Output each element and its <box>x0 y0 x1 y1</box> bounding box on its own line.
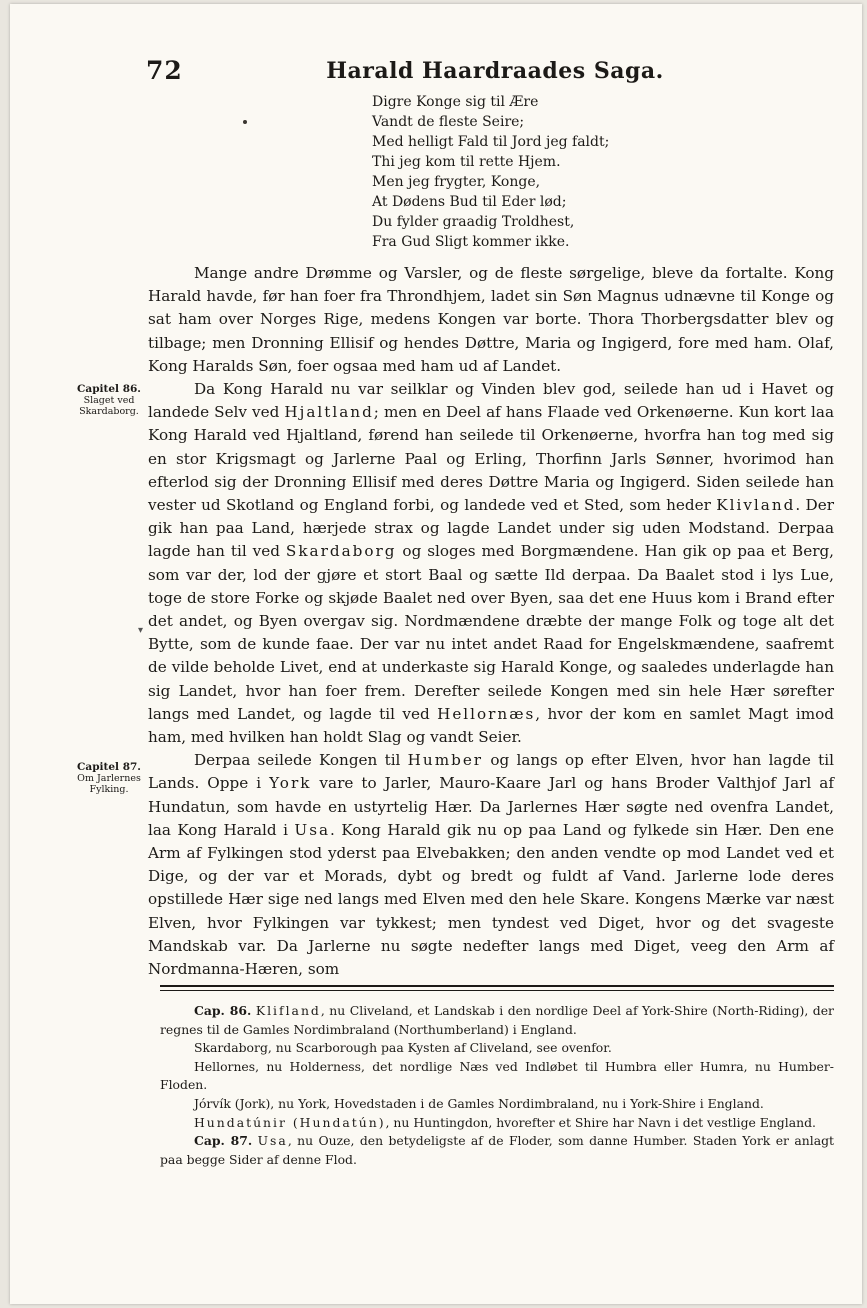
sidenote-chapter-87 <box>66 762 152 795</box>
paragraph-chapter-87: Derpaa seilede Kongen til Humber og langs op efter Elven, hvor han lagde til Lands. Oppe i York vare to Jarler, Mauro-Kaare Jarl og hans Broder Valthjof Jarl af Hundatun, som havde en ustyrtelig Hær. Da Jarlernes Hær søgte ned ovenfra Landet, laa Kong Harald i Usa. Kong Harald gik nu op paa Land og fylkede sin Hær. Den ene Arm af Fylkingen stod yderst paa Elvebakken; den anden vendte op mod Landet ved et Dige, og der var et Morads, dybt og bredt og fuldt af Vand. Jarlerne lode deres opstillede Hær sige ned langs med Elven med den hele Skare. Kongens Mærke var næst Elven, hvor Fylkingen var tykkest; men tyndest ved Diget, hvor og det svageste Mandskab var. Da Jarlerne nu søgte nedefter langs med Diget, veeg den Arm af Nordmanna-Hæren, som <box>148 751 835 979</box>
ink-speck <box>243 120 247 124</box>
paragraph-chapter-86: Da Kong Harald nu var seilklar og Vinden blev god, seilede han ud i Havet og landede Selv ved Hjaltland; men en Deel af hans Flaade ved Orkenøerne. Kun kort laa Kong Harald ved Hjaltland, førend han seilede til Orkenøerne, hvorfra han tog med sig en stor Krigsmagt og Jarlerne Paal og Erling, Thorfinn Jarls Sønner, hvorimod han efterlod sig der Dronning Ellisif med deres Døttre Maria og Ingigerd. Siden seilede han vester ud Skotland og England forbi, og landede ved et Sted, som heder Klivland. Der gik han paa Land, hærjede strax og lagde Landet under sig uden Modstand. Derpaa lagde han til ved Skardaborg og sloges med Borgmændene. Han gik op paa et Berg, som var der, lod der gjøre et stort Baal og sætte Ild derpaa. Da Baalet stod i lys Lue, toge de store Forke og skjøde Baalet ned over Byen, saa det ene Huus kom i Brand efter det andet, og Byen overgav sig. Nordmændene dræbte der mange Folk og toge alt det Bytte, som de kunde faae. Der var nu intet andet Raad for Engelskmændene, saafremt de vilde beholde Livet, end at underkaste sig Harald Konge, og saaledes underlagde han sig Landet, hvor han foer frem. Derefter seilede Kongen med sin hele Hær sørefter langs med Landet, og lagde til ved Hellornæs, hvor der kom en samlet Magt imod ham, med hvilken han holdt Slag og vandt Seier. <box>148 380 834 747</box>
poem-line: Thi jeg kom til rette Hjem. <box>372 154 561 170</box>
place-name: Usa <box>294 820 331 839</box>
place-name: Humber <box>407 751 484 770</box>
poem-line: Fra Gud Sligt kommer ikke. <box>372 234 570 250</box>
footnote: Hellornes, nu Holderness, det nordlige Næs ved Indløbet til Humbra eller Humra, nu Humber-Floden. <box>160 1058 834 1093</box>
footnotes <box>160 1002 834 1169</box>
poem-line: Du fylder graadig Troldhest, <box>372 214 575 230</box>
sidenote-line: Fylking. <box>89 784 129 795</box>
sidenote-title: Capitel 87. <box>77 761 141 773</box>
poem-line: Men jeg frygter, Konge, <box>372 174 541 190</box>
footnote: Cap. 87. Usa, nu Ouze, den betydeligste af de Floder, som danne Humber. Staden York er anlagt paa begge Sider af denne Flod. <box>160 1133 834 1167</box>
place-name: Klivland <box>716 496 796 515</box>
sidenote-title: Capitel 86. <box>77 383 141 395</box>
place-name: Skardaborg <box>285 542 397 561</box>
poem-stanza <box>372 92 772 252</box>
poem-line: Med helligt Fald til Jord jeg faldt; <box>372 134 610 150</box>
paragraph-dreams: Mange andre Drømme og Varsler, og de fleste sørgelige, bleve da fortalte. Kong Harald havde, før han foer fra Throndhjem, ladet sin Søn Magnus udnævne til Konge og sat ham over Norges Rige, medens Kongen var borte. Thora Thorbergsdatter blev og tilbage; men Dronning Ellisif og hendes Døttre, Maria og Ingigerd, fore med ham. Olaf, Kong Haralds Søn, foer ogsaa med ham ud af Landet. <box>148 264 834 375</box>
footnote: Hundatúnir (Hundatún), nu Huntingdon, hvorefter et Shire har Navn i det vestlige England. <box>194 1114 816 1130</box>
poem-line: Vandt de fleste Seire; <box>372 114 525 130</box>
page-number: 72 <box>146 56 183 85</box>
sidenote-line: Om Jarlernes <box>77 773 141 784</box>
footnote: Skardaborg, nu Scarborough paa Kysten af Cliveland, see ovenfor. <box>194 1040 612 1056</box>
sidenote-chapter-86 <box>66 384 152 417</box>
margin-mark: ▾ <box>138 625 144 636</box>
place-name: Hellornæs <box>437 704 536 723</box>
main-text <box>148 262 834 981</box>
sidenote-line: Slaget ved <box>83 395 135 406</box>
footnote: Jórvík (Jork), nu York, Hovedstaden i de Gamles Nordimbraland, nu i York-Shire i England. <box>194 1095 764 1111</box>
page-header <box>146 56 834 90</box>
poem-line: Digre Konge sig til Ære <box>372 94 539 110</box>
poem-line: At Dødens Bud til Eder lød; <box>372 194 567 210</box>
footnote-divider-thin <box>160 990 834 991</box>
book-page <box>10 4 862 1304</box>
place-name: York <box>269 774 312 793</box>
sidenote-line: Skardaborg. <box>79 406 139 417</box>
running-title: Harald Haardraades Saga. <box>326 58 664 84</box>
footnote: Cap. 86. Klifland, nu Cliveland, et Landskab i den nordlige Deel af York-Shire (North-Riding), der regnes til de Gamles Nordimbraland (Northumberland) i England. <box>160 1003 834 1037</box>
footnote-divider <box>160 985 834 987</box>
place-name: Hjaltland <box>284 403 374 422</box>
